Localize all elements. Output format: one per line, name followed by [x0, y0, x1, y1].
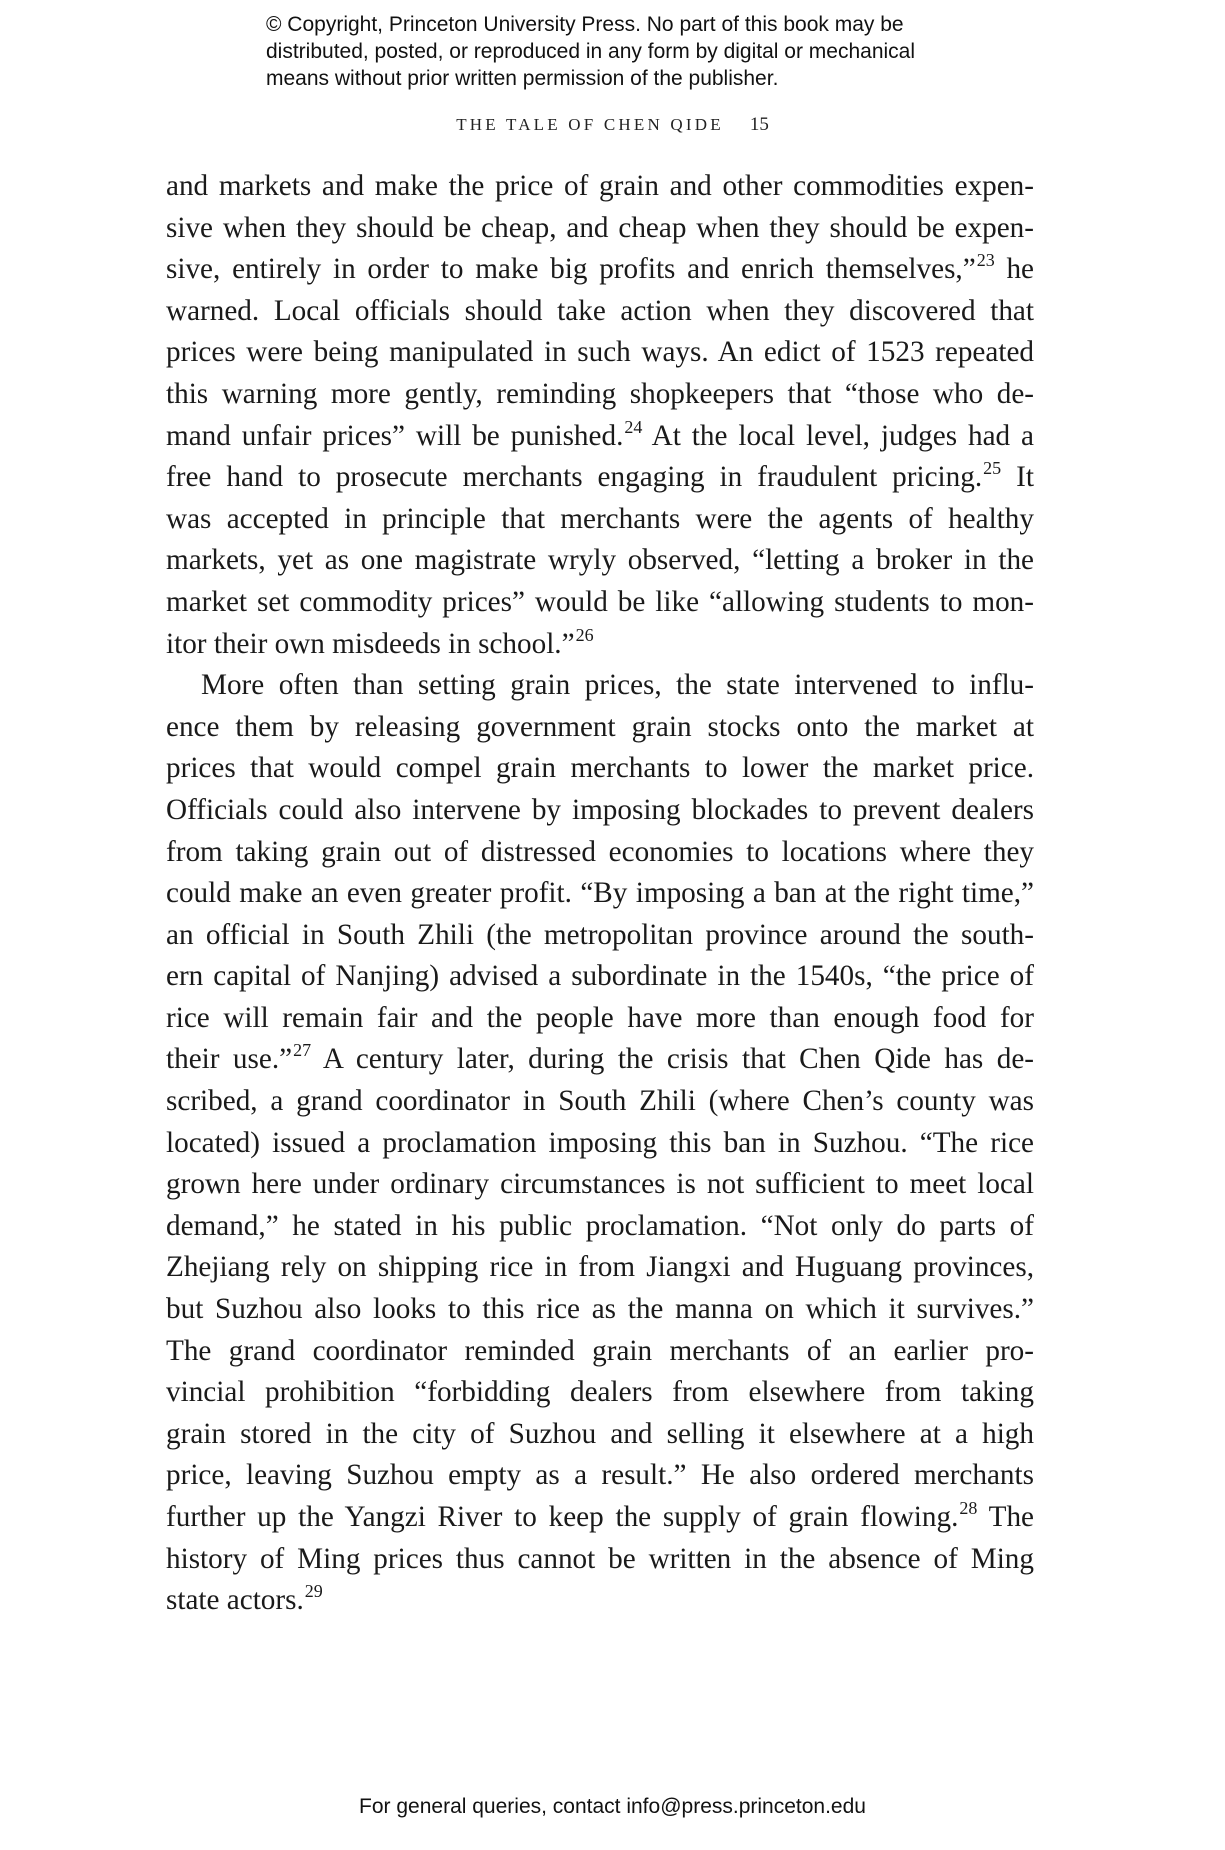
text-line [166, 1497, 1034, 1539]
text-line [166, 416, 1034, 458]
text-line: The grand coordinator reminded grain merchants of an earlier pro- [166, 1334, 1034, 1367]
text-line: and markets and make the price of grain and other commodities expen- [166, 170, 1034, 202]
text-fragment: itor their own misdeeds in school.” [166, 627, 575, 660]
text-line: an official in South Zhili (the metropolitan province around the south- [166, 918, 1034, 951]
text-fragment: It [1001, 461, 1034, 494]
text-line [166, 249, 1034, 291]
footnote-ref-23: 23 [976, 250, 995, 271]
text-line [166, 457, 1034, 499]
text-line: located) issued a proclamation imposing this ban in Suzhou. “The rice [166, 1126, 1034, 1159]
text-line: could make an even greater profit. “By imposing a ban at the right time,” [166, 877, 1034, 910]
text-line: ern capital of Nanjing) advised a subordinate in the 1540s, “the price of [166, 960, 1034, 993]
text-line: this warning more gently, reminding shopkeepers that “those who de- [166, 377, 1034, 410]
paragraph-1 [166, 166, 1034, 665]
text-line [166, 1039, 1034, 1081]
text-line [166, 1580, 1034, 1622]
body-text [166, 166, 1034, 1622]
text-line: was accepted in principle that merchants were the agents of healthy [166, 502, 1034, 535]
text-line: ence them by releasing government grain stocks onto the market at [166, 710, 1034, 743]
paragraph-2 [166, 665, 1034, 1622]
text-line [166, 624, 1034, 666]
text-fragment: sive, entirely in order to make big profits and enrich themselves,” [166, 253, 976, 286]
text-line: rice will remain fair and the people have more than enough food for [166, 1001, 1034, 1034]
running-head-title: THE TALE OF CHEN QIDE [456, 115, 724, 134]
text-fragment: mand unfair prices” will be punished. [166, 419, 624, 452]
text-line: price, leaving Suzhou empty as a result.” He also ordered merchants [166, 1459, 1034, 1492]
text-line: Zhejiang rely on shipping rice in from Jiangxi and Huguang provinces, [166, 1251, 1034, 1284]
text-line: prices were being manipulated in such ways. An edict of 1523 repeated [166, 336, 1034, 369]
text-line: vincial prohibition “forbidding dealers from elsewhere from taking [166, 1376, 1034, 1409]
footnote-ref-25: 25 [983, 458, 1002, 479]
text-line: market set commodity prices” would be like “allowing students to mon- [166, 585, 1034, 618]
text-line: but Suzhou also looks to this rice as the manna on which it survives.” [166, 1293, 1034, 1326]
footnote-ref-29: 29 [304, 1581, 323, 1602]
footer-contact: For general queries, contact info@press.princeton.edu [359, 1795, 866, 1818]
footnote-ref-26: 26 [575, 624, 594, 645]
text-line: warned. Local officials should take action when they discovered that [166, 294, 1034, 327]
footnote-ref-28: 28 [959, 1498, 978, 1518]
text-fragment: their use.” [166, 1043, 293, 1076]
text-line: grown here under ordinary circumstances is not sufficient to meet local [166, 1168, 1034, 1201]
footnote-ref-27: 27 [293, 1040, 312, 1061]
text-line: sive when they should be cheap, and cheap when they should be expen- [166, 211, 1034, 244]
text-fragment: The [977, 1501, 1034, 1533]
text-line: scribed, a grand coordinator in South Zhili (where Chen’s county was [166, 1085, 1034, 1118]
text-fragment: free hand to prosecute merchants engaging in fraudulent pricing. [166, 461, 983, 494]
copyright-line: distributed, posted, or reproduced in any form by digital or mechanical [266, 40, 916, 63]
text-fragment: A century later, during the crisis that Chen Qide has de- [311, 1043, 1034, 1076]
text-line: Officials could also intervene by imposing blockades to prevent dealers [166, 793, 1034, 826]
text-fragment: At the local level, judges had a [642, 419, 1035, 452]
text-line: from taking grain out of distressed economies to locations where they [166, 835, 1034, 868]
text-line: prices that would compel grain merchants to lower the market price. [166, 752, 1034, 785]
running-head [0, 114, 1225, 136]
text-fragment: he [994, 253, 1034, 286]
copyright-line: means without prior written permission of the publisher. [266, 67, 779, 90]
text-line: history of Ming prices thus cannot be written in the absence of Ming [166, 1542, 1034, 1575]
copyright-notice [266, 11, 1026, 92]
footnote-ref-24: 24 [624, 416, 643, 437]
text-line: demand,” he stated in his public proclamation. “Not only do parts of [166, 1209, 1034, 1242]
page-number: 15 [749, 114, 769, 135]
copyright-line: © Copyright, Princeton University Press. No part of this book may be [266, 13, 904, 36]
text-line: grain stored in the city of Suzhou and selling it elsewhere at a high [166, 1417, 1034, 1450]
text-line: markets, yet as one magistrate wryly observed, “letting a broker in the [166, 544, 1034, 577]
text-fragment: state actors. [166, 1584, 304, 1617]
text-fragment: further up the Yangzi River to keep the supply of grain flowing. [166, 1501, 959, 1533]
text-line: More often than setting grain prices, the state intervened to influ- [201, 669, 1034, 702]
